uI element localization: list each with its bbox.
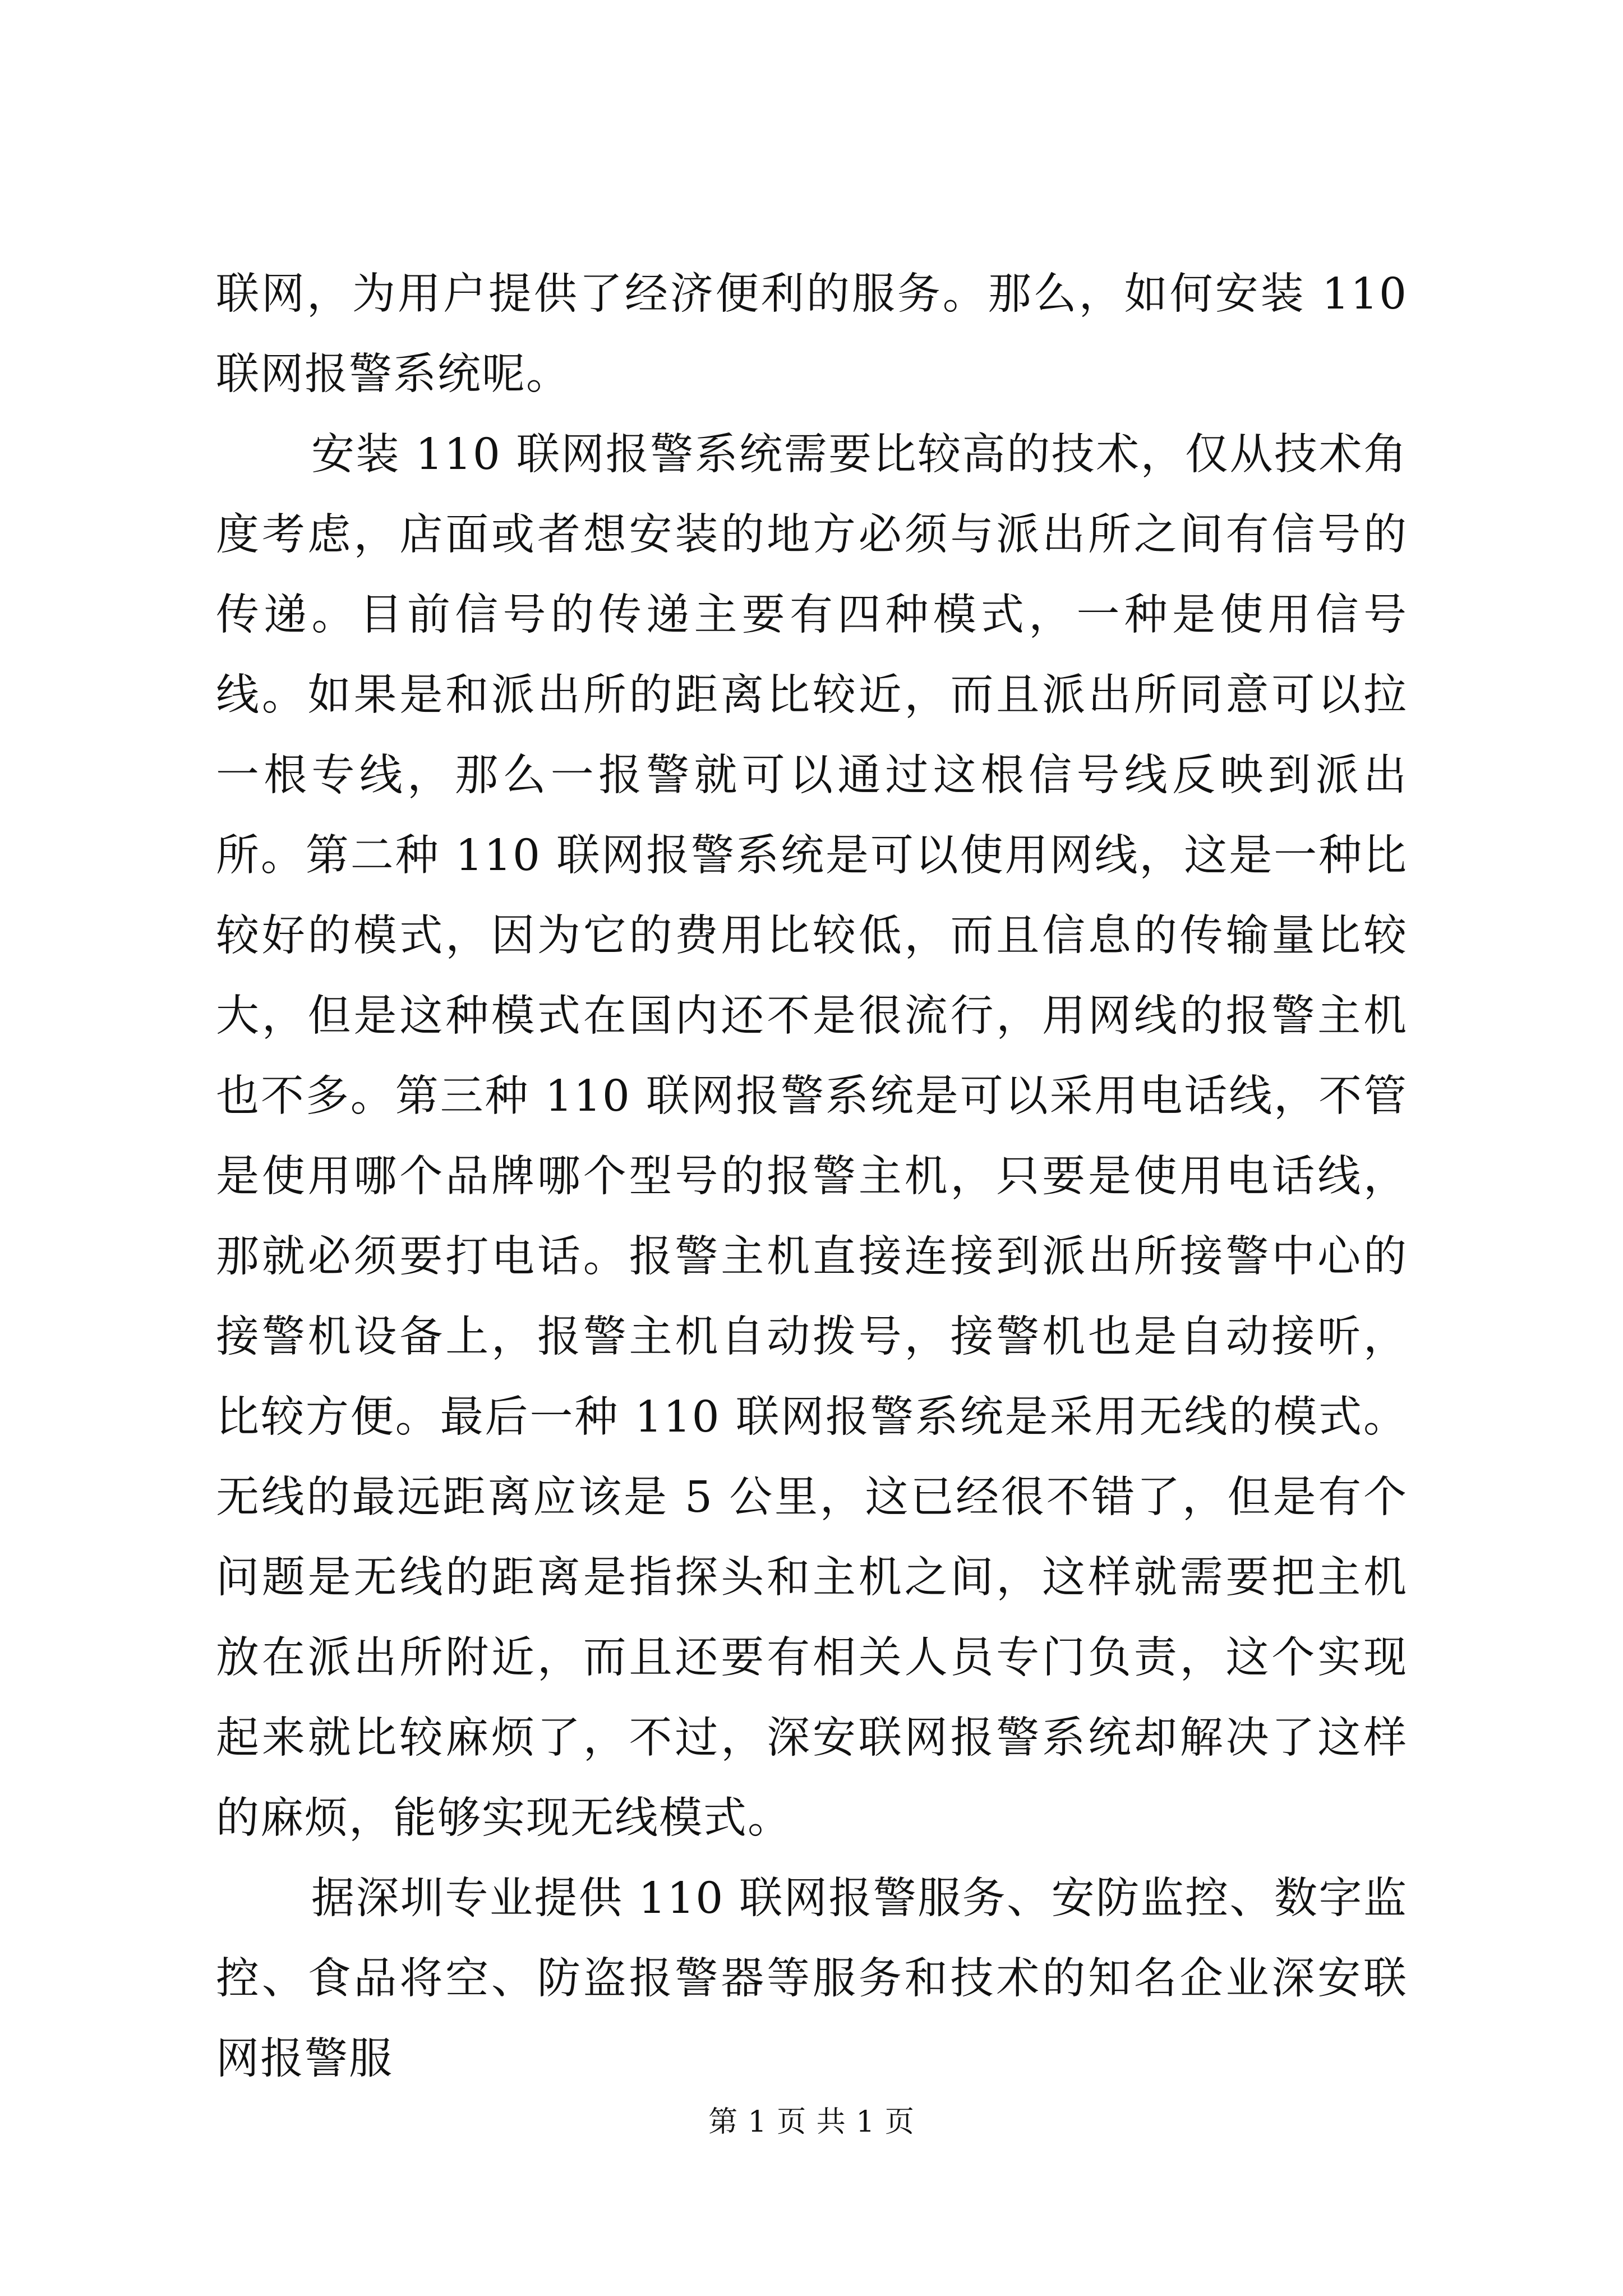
paragraph-1: 联网，为用户提供了经济便利的服务。那么，如何安装 110 联网报警系统呢。 (216, 269, 1408, 399)
paragraph-2: 安装 110 联网报警系统需要比较高的技术，仅从技术角度考虑，店面或者想安装的地方必须与派出所之间有信号的传递。目前信号的传递主要有四种模式，一种是使用信号线。如果是和派出所的距离比较近，而且派出所同意可以拉一根专线，那么一报警就可以通过这根信号线反映到派出所。第二种 110 联网报警系统是可以使用网线，这是一种比较好的模式，因为它的费用比较低，而且信息的传输量比较大，但是这种模式在国内还不是很流行，用网线的报警主机也不多。第三种 110 联网报警系统是可以采用电话线，不管是使用哪个品牌哪个型号的报警主机，只要是使用电话线，那就必须要打电话。报警主机直接连接到派出所接警中心的接警机设备上，报警主机自动拨号，接警机也是自动接听，比较方便。最后一种 110 联网报警系统是采用无线的模式。无线的最远距离应该是 5 公里，这已经很不错了，但是有个问题是无线的距离是指探头和主机之间，这样就需要把主机放在派出所附近，而且还要有相关人员专门负责，这个实现起来就比较麻烦了，不过，深安联网报警系统却解决了这样的麻烦，能够实现无线模式。 (216, 430, 1408, 1843)
page-number-label: 第 1 页 共 1 页 (708, 2105, 915, 2139)
paragraph-3: 据深圳专业提供 110 联网报警服务、安防监控、数字监控、食品将空、防盗报警器等服务和技术的知名企业深安联网报警服 (216, 1874, 1408, 2084)
document-body (216, 254, 1408, 2099)
page-footer (0, 2102, 1623, 2142)
